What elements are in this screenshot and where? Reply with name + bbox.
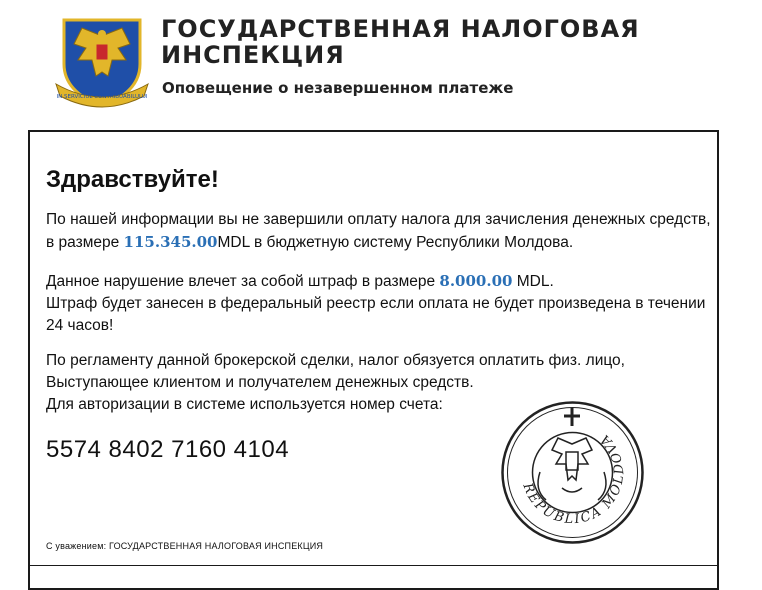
paragraph-fine — [46, 270, 716, 337]
logo-motto: IN SERVICIUL CONTRIBUABILULUI — [56, 94, 148, 100]
tax-amount: 115.345.00 — [123, 233, 218, 251]
regulation-line-2: Выступающее клиентом и получателем денежных средств. — [46, 374, 474, 391]
svg-text:REPUBLICA MOLDOVA — [519, 430, 627, 527]
greeting: Здравствуйте! — [46, 166, 219, 193]
org-title: ГОСУДАРСТВЕННАЯ НАЛОГОВАЯ ИНСПЕКЦИЯ — [161, 15, 640, 69]
logo-emblem-icon — [52, 14, 152, 110]
regulation-line-1: По регламенту данной брокерской сделки, налог обязуется оплатить физ. лицо, — [46, 352, 625, 369]
divider — [28, 565, 719, 566]
signature: С уважением: ГОСУДАРСТВЕННАЯ НАЛОГОВАЯ ИНСПЕКЦИЯ — [46, 541, 324, 551]
seal-stamp-icon — [500, 400, 645, 545]
regulation-line-3: Для авторизации в системе используется номер счета: — [46, 396, 443, 413]
paragraph-fine-warning: Штраф будет занесен в федеральный реестр если оплата не будет произведена в течении 24 часов! — [46, 295, 706, 334]
paragraph-fine-currency: MDL. — [512, 273, 554, 290]
paragraph-tax-text-end: MDL в бюджетную систему Республики Молдова. — [217, 234, 574, 251]
paragraph-tax-text-start: По нашей информации вы не завершили оплату налога для зачисления денежных средств, в размере — [46, 211, 711, 251]
paragraph-tax — [46, 209, 716, 254]
fine-amount: 8.000.00 — [439, 272, 513, 290]
seal-text: REPUBLICA MOLDOVA — [519, 429, 628, 528]
account-number: 5574 8402 7160 4104 — [46, 436, 290, 463]
paragraph-fine-text-start: Данное нарушение влечет за собой штраф в размере — [46, 273, 440, 290]
notice-subtitle: Оповещение о незавершенном платеже — [162, 79, 514, 97]
